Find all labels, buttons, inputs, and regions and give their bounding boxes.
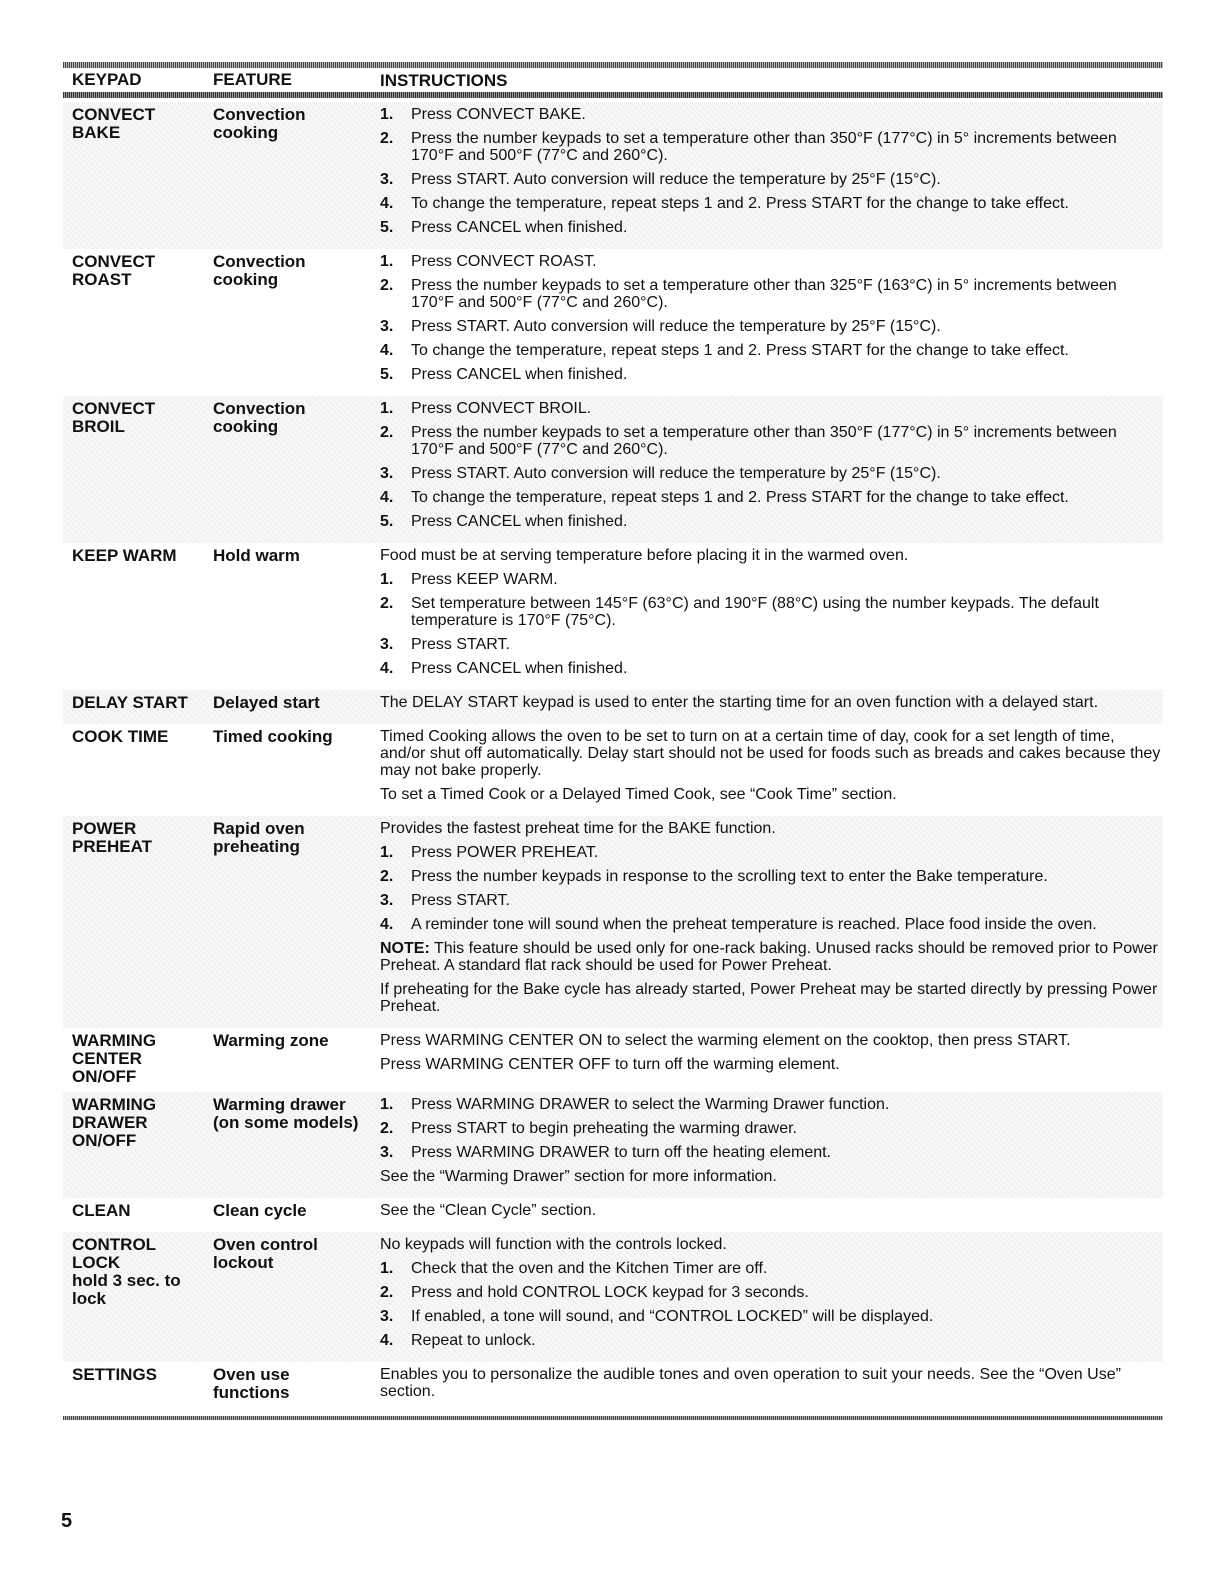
keypad-name: POWER — [72, 819, 137, 838]
keypad-cell — [63, 1032, 213, 1086]
step-text: Press START to begin preheating the warming drawer. — [411, 1120, 797, 1137]
instruction-step — [380, 1144, 1163, 1161]
keypad-name: PREHEAT — [72, 837, 152, 856]
instruction-paragraph — [380, 547, 1163, 564]
step-text: Press the number keypads to set a temperature other than 325°F (163°C) in 5° increments between 170°F and 500°F (77°C and 260°C). — [411, 277, 1117, 311]
keypad-name: KEEP WARM — [72, 546, 177, 565]
step-text: A reminder tone will sound when the preheat temperature is reached. Place food inside the oven. — [411, 916, 1097, 933]
step-number: 3. — [380, 171, 394, 188]
paragraph-text: Press WARMING CENTER OFF to turn off the warming element. — [380, 1056, 840, 1073]
keypad-name: ON/OFF — [72, 1067, 137, 1086]
keypad-name: ROAST — [72, 270, 132, 289]
instruction-step — [380, 130, 1163, 164]
feature-name: Oven use — [213, 1365, 290, 1384]
feature-cell — [213, 547, 380, 684]
instruction-step — [380, 571, 1163, 588]
step-text: Press POWER PREHEAT. — [411, 844, 599, 861]
keypad-cell — [63, 1202, 213, 1226]
table-row — [63, 1362, 1163, 1413]
instruction-step — [380, 400, 1163, 417]
keypad-name: CENTER — [72, 1049, 142, 1068]
step-number: 1. — [380, 1096, 394, 1113]
keypad-name: CONVECT — [72, 105, 156, 124]
step-number: 2. — [380, 130, 394, 147]
instruction-step — [380, 318, 1163, 335]
keypad-name: lock — [72, 1289, 107, 1308]
instructions-cell — [380, 547, 1163, 684]
step-text: Press KEEP WARM. — [411, 571, 558, 588]
instruction-paragraph — [380, 1202, 1163, 1219]
keypad-cell — [63, 106, 213, 243]
feature-name: Clean cycle — [213, 1201, 307, 1220]
keypad-cell — [63, 820, 213, 1022]
step-number: 2. — [380, 277, 394, 294]
paragraph-text: Food must be at serving temperature before placing it in the warmed oven. — [380, 547, 909, 564]
step-text: Press CANCEL when finished. — [411, 513, 628, 530]
instructions-cell — [380, 1096, 1163, 1192]
step-number: 1. — [380, 400, 394, 417]
step-text: Press CONVECT BROIL. — [411, 400, 592, 417]
step-text: Press CONVECT BAKE. — [411, 106, 586, 123]
instruction-paragraph — [380, 1236, 1163, 1253]
instruction-paragraph — [380, 1032, 1163, 1049]
instruction-step — [380, 513, 1163, 530]
feature-cell — [213, 1202, 380, 1226]
paragraph-text: Timed Cooking allows the oven to be set to turn on at a certain time of day, cook for a set length of time, and/or shut off automatically. Delay start should not be used for foods such as breads and cakes because they may not bake properly. — [380, 728, 1161, 779]
feature-cell — [213, 400, 380, 537]
instruction-paragraph — [380, 1366, 1163, 1400]
paragraph-text: Press WARMING CENTER ON to select the warming element on the cooktop, then press START. — [380, 1032, 1071, 1049]
step-text: Press START. Auto conversion will reduce the temperature by 25°F (15°C). — [411, 171, 941, 188]
feature-name: Warming zone — [213, 1031, 329, 1050]
paragraph-text: Enables you to personalize the audible tones and oven operation to suit your needs. See the “Oven Use” section. — [380, 1366, 1121, 1400]
keypad-name: ON/OFF — [72, 1131, 137, 1150]
keypad-name: WARMING — [72, 1095, 157, 1114]
instructions-cell — [380, 253, 1163, 390]
step-number: 5. — [380, 219, 394, 236]
instructions-cell — [380, 1366, 1163, 1407]
instruction-step — [380, 253, 1163, 270]
step-number: 2. — [380, 1284, 394, 1301]
table-row — [63, 1028, 1163, 1092]
paragraph-text: To set a Timed Cook or a Delayed Timed Cook, see “Cook Time” section. — [380, 786, 897, 803]
header-feature: FEATURE — [213, 70, 293, 89]
keypad-name: LOCK — [72, 1253, 121, 1272]
step-number: 4. — [380, 916, 394, 933]
step-text: To change the temperature, repeat steps 1 and 2. Press START for the change to take effect. — [411, 489, 1069, 506]
table-header — [63, 68, 1163, 92]
instruction-step — [380, 1260, 1163, 1277]
table-row — [63, 249, 1163, 396]
table-body — [63, 102, 1163, 1413]
paragraph-text: If preheating for the Bake cycle has already started, Power Preheat may be started directly by pressing Power Preheat. — [380, 981, 1158, 1015]
step-number: 1. — [380, 253, 394, 270]
feature-cell — [213, 728, 380, 810]
step-number: 2. — [380, 424, 394, 441]
step-number: 3. — [380, 636, 394, 653]
table-row — [63, 102, 1163, 249]
step-number: 3. — [380, 465, 394, 482]
step-text: Set temperature between 145°F (63°C) and 190°F (88°C) using the number keypads. The default temperature is 170°F (75°C). — [411, 595, 1099, 629]
step-number: 4. — [380, 660, 394, 677]
feature-name: Convection — [213, 105, 306, 124]
step-text: Press WARMING DRAWER to turn off the heating element. — [411, 1144, 831, 1161]
step-text: Press WARMING DRAWER to select the Warming Drawer function. — [411, 1096, 890, 1113]
table-row — [63, 1092, 1163, 1198]
step-text: Press the number keypads to set a temperature other than 350°F (177°C) in 5° increments between 170°F and 500°F (77°C and 260°C). — [411, 130, 1117, 164]
feature-name: Hold warm — [213, 546, 300, 565]
instructions-cell — [380, 820, 1163, 1022]
keypad-name: hold 3 sec. to — [72, 1271, 181, 1290]
step-number: 2. — [380, 595, 394, 612]
instructions-cell — [380, 400, 1163, 537]
instructions-cell — [380, 1236, 1163, 1356]
step-text: Press the number keypads to set a temperature other than 350°F (177°C) in 5° increments between 170°F and 500°F (77°C and 260°C). — [411, 424, 1117, 458]
step-number: 1. — [380, 571, 394, 588]
feature-name: Rapid oven — [213, 819, 305, 838]
step-number: 3. — [380, 1308, 394, 1325]
page-number: 5 — [61, 1510, 73, 1532]
step-number: 2. — [380, 868, 394, 885]
instruction-step — [380, 489, 1163, 506]
feature-cell — [213, 1096, 380, 1192]
step-number: 4. — [380, 1332, 394, 1349]
instructions-cell — [380, 694, 1163, 718]
step-text: Repeat to unlock. — [411, 1332, 536, 1349]
instruction-paragraph — [380, 1056, 1163, 1073]
keypad-name: CONVECT — [72, 252, 156, 271]
paragraph-text: Provides the fastest preheat time for the BAKE function. — [380, 820, 776, 837]
keypad-name: CLEAN — [72, 1201, 131, 1220]
step-text: Press the number keypads in response to the scrolling text to enter the Bake temperature. — [411, 868, 1048, 885]
instructions-cell — [380, 1032, 1163, 1086]
step-number: 3. — [380, 892, 394, 909]
step-number: 2. — [380, 1120, 394, 1137]
keypad-cell — [63, 1366, 213, 1407]
feature-name: cooking — [213, 417, 279, 436]
step-text: Press START. — [411, 892, 510, 909]
instruction-paragraph — [380, 728, 1163, 779]
step-text: Check that the oven and the Kitchen Timer are off. — [411, 1260, 768, 1277]
keypad-name: BAKE — [72, 123, 121, 142]
instruction-step — [380, 424, 1163, 458]
step-number: 1. — [380, 1260, 394, 1277]
feature-name: Delayed start — [213, 693, 320, 712]
instruction-step — [380, 1332, 1163, 1349]
feature-name: functions — [213, 1383, 290, 1402]
note-label: NOTE: — [380, 940, 430, 957]
keypad-cell — [63, 1096, 213, 1192]
keypad-name: CONVECT — [72, 399, 156, 418]
feature-cell — [213, 106, 380, 243]
feature-cell — [213, 694, 380, 718]
instruction-paragraph — [380, 694, 1163, 711]
keypad-cell — [63, 1236, 213, 1356]
keypad-name: DELAY START — [72, 693, 188, 712]
feature-name: cooking — [213, 123, 279, 142]
instructions-cell — [380, 728, 1163, 810]
step-number: 4. — [380, 489, 394, 506]
instruction-step — [380, 1308, 1163, 1325]
step-number: 3. — [380, 1144, 394, 1161]
step-text: Press CONVECT ROAST. — [411, 253, 597, 270]
keypad-name: CONTROL — [72, 1235, 157, 1254]
step-text: Press START. Auto conversion will reduce the temperature by 25°F (15°C). — [411, 465, 941, 482]
instruction-step — [380, 219, 1163, 236]
step-text: Press START. — [411, 636, 510, 653]
table-row — [63, 816, 1163, 1028]
keypad-name: WARMING — [72, 1031, 157, 1050]
step-text: If enabled, a tone will sound, and “CONTROL LOCKED” will be displayed. — [411, 1308, 934, 1325]
header-keypad: KEYPAD — [72, 70, 142, 89]
instruction-step — [380, 844, 1163, 861]
feature-name: preheating — [213, 837, 300, 856]
feature-name: Timed cooking — [213, 727, 333, 746]
table-row — [63, 724, 1163, 816]
feature-table — [63, 62, 1163, 1420]
instruction-paragraph — [380, 820, 1163, 837]
feature-name: Oven control — [213, 1235, 318, 1254]
instruction-step — [380, 892, 1163, 909]
keypad-cell — [63, 400, 213, 537]
instruction-step — [380, 916, 1163, 933]
keypad-name: BROIL — [72, 417, 125, 436]
keypad-cell — [63, 253, 213, 390]
instruction-step — [380, 595, 1163, 629]
keypad-cell — [63, 547, 213, 684]
feature-cell — [213, 253, 380, 390]
instruction-step — [380, 1096, 1163, 1113]
table-row — [63, 396, 1163, 543]
step-number: 3. — [380, 318, 394, 335]
instruction-step — [380, 868, 1163, 885]
step-text: Press CANCEL when finished. — [411, 219, 628, 236]
instructions-cell — [380, 1202, 1163, 1226]
note-paragraph — [380, 940, 1163, 974]
feature-name: Convection — [213, 399, 306, 418]
instructions-cell — [380, 106, 1163, 243]
paragraph-text: See the “Clean Cycle” section. — [380, 1202, 597, 1219]
keypad-cell — [63, 694, 213, 718]
instruction-step — [380, 277, 1163, 311]
instruction-step — [380, 636, 1163, 653]
step-text: Press CANCEL when finished. — [411, 660, 628, 677]
step-number: 5. — [380, 366, 394, 383]
table-row — [63, 1232, 1163, 1362]
step-text: Press START. Auto conversion will reduce the temperature by 25°F (15°C). — [411, 318, 941, 335]
instruction-paragraph — [380, 981, 1163, 1015]
feature-name: Warming drawer — [213, 1095, 346, 1114]
table-row — [63, 1198, 1163, 1232]
instruction-paragraph — [380, 1168, 1163, 1185]
step-text: To change the temperature, repeat steps 1 and 2. Press START for the change to take effect. — [411, 342, 1069, 359]
instruction-step — [380, 366, 1163, 383]
table-row — [63, 690, 1163, 724]
step-number: 4. — [380, 195, 394, 212]
paragraph-text: The DELAY START keypad is used to enter the starting time for an oven function with a delayed start. — [380, 694, 1099, 711]
feature-cell — [213, 1236, 380, 1356]
instruction-step — [380, 106, 1163, 123]
feature-cell — [213, 1366, 380, 1407]
paragraph-text: No keypads will function with the controls locked. — [380, 1236, 727, 1253]
instruction-step — [380, 660, 1163, 677]
feature-name: Convection — [213, 252, 306, 271]
feature-cell — [213, 1032, 380, 1086]
instruction-paragraph — [380, 786, 1163, 803]
keypad-name: SETTINGS — [72, 1365, 158, 1384]
feature-cell — [213, 820, 380, 1022]
instruction-step — [380, 342, 1163, 359]
instruction-step — [380, 1120, 1163, 1137]
step-number: 1. — [380, 106, 394, 123]
feature-name: (on some models) — [213, 1113, 359, 1132]
step-text: Press CANCEL when finished. — [411, 366, 628, 383]
keypad-cell — [63, 728, 213, 810]
step-number: 4. — [380, 342, 394, 359]
step-text: To change the temperature, repeat steps 1 and 2. Press START for the change to take effect. — [411, 195, 1069, 212]
table-row — [63, 543, 1163, 690]
header-rule — [63, 92, 1163, 98]
paragraph-text: See the “Warming Drawer” section for more information. — [380, 1168, 777, 1185]
step-number: 1. — [380, 844, 394, 861]
feature-name: cooking — [213, 270, 279, 289]
keypad-name: DRAWER — [72, 1113, 148, 1132]
paragraph-text: This feature should be used only for one-rack baking. Unused racks should be removed prior to Power Preheat. A standard flat rack should be used for Power Preheat. — [380, 940, 1158, 974]
step-text: Press and hold CONTROL LOCK keypad for 3 seconds. — [411, 1284, 809, 1301]
keypad-name: COOK TIME — [72, 727, 169, 746]
header-instructions: INSTRUCTIONS — [380, 70, 508, 90]
bottom-rule — [63, 1416, 1163, 1420]
instruction-step — [380, 1284, 1163, 1301]
instruction-step — [380, 465, 1163, 482]
step-number: 5. — [380, 513, 394, 530]
instruction-step — [380, 171, 1163, 188]
feature-name: lockout — [213, 1253, 274, 1272]
instruction-step — [380, 195, 1163, 212]
